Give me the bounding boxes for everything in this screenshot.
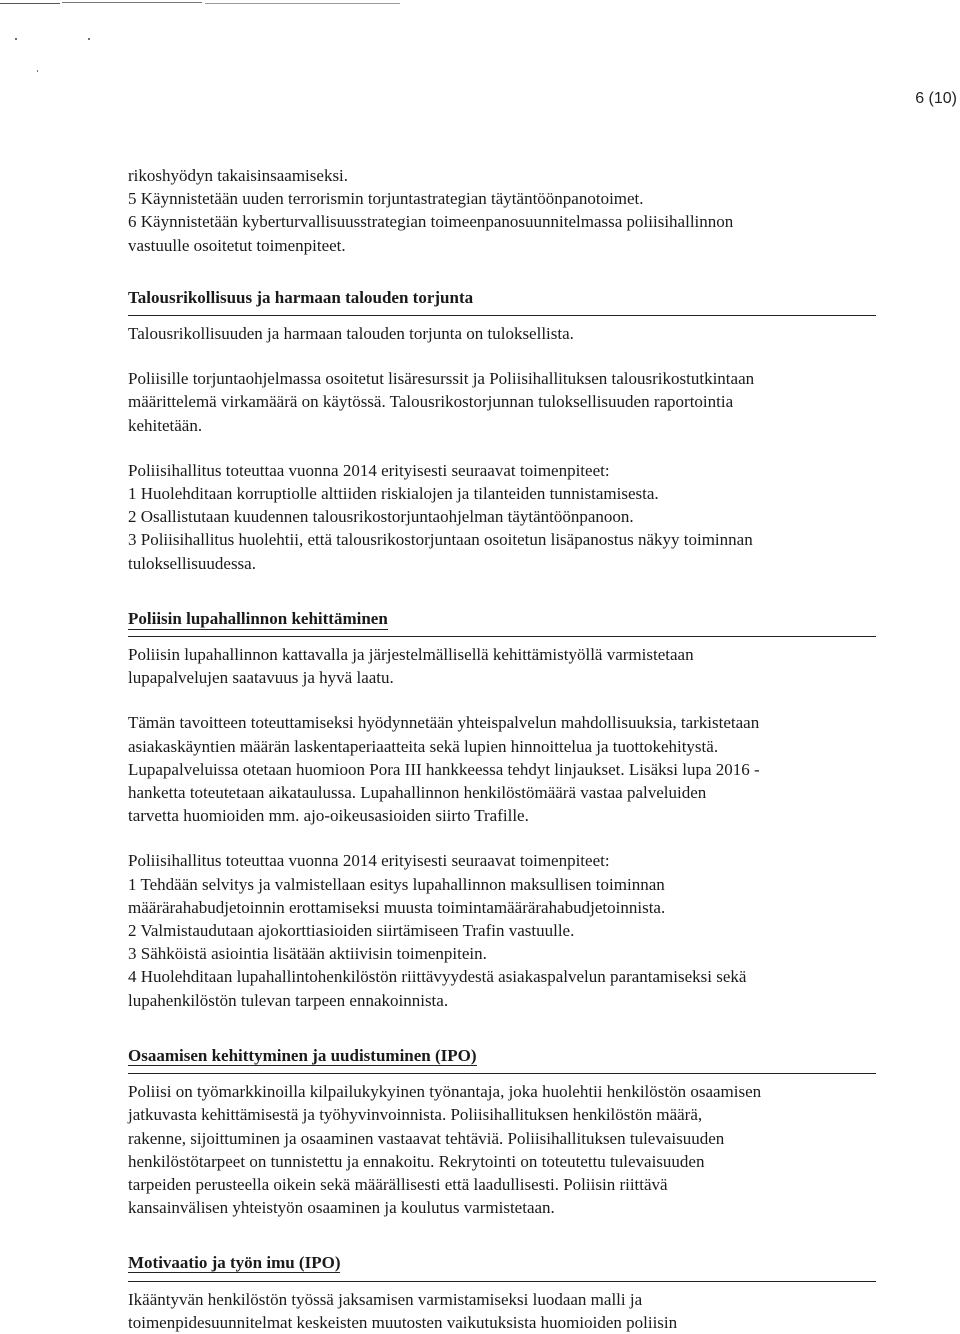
text-line: tarvetta huomioiden mm. ajo-oikeusasioiden siirto Trafille. [128,806,529,826]
text-line: jatkuvasta kehittämisestä ja työhyvinvoinnista. Poliisihallituksen henkilöstön määrä, [128,1105,703,1125]
scan-speck [15,38,17,40]
section-title: Talousrikollisuus ja harmaan talouden torjunta [128,287,474,307]
list-item: 3 Sähköistä asiointia lisätään aktiivisin toimenpitein. [128,944,487,964]
goal-text: Poliisin lupahallinnon kattavalla ja järjestelmällisellä kehittämistyöllä varmistetaan [128,645,694,665]
scan-top-edge [0,0,960,6]
section-osaaminen [128,1044,876,1219]
goal-box [128,636,876,689]
text-line: vastuulle osoitetut toimenpiteet. [128,235,346,255]
text-line: Poliisi on työmarkkinoilla kilpailukykyinen työnantaja, joka huolehtii henkilöstön osaamisen [128,1082,762,1102]
goal-text: lupapalvelujen saatavuus ja hyvä laatu. [128,668,394,688]
text-line: kehitetään. [128,415,203,435]
list-item: 2 Valmistaudutaan ajokorttiasioiden siirtämiseen Trafin vastuulle. [128,921,575,941]
text-line: rikoshyödyn takaisinsaamiseksi. [128,166,349,185]
text-line: kansainvälisen yhteistyön osaaminen ja koulutus varmistetaan. [128,1198,555,1218]
text-line: tuloksellisuudessa. [128,553,256,573]
page-number: 6 (10) [915,90,957,107]
text-line: asiakaskäyntien määrän laskentaperiaatteita sekä lupien hinnoittelua ja tuottokehitystä. [128,736,719,756]
text-line: 6 Käynnistetään kyberturvallisuusstrategian toimeenpanosuunnitelmassa poliisihallinnon [128,212,734,232]
goal-text: Talousrikollisuuden ja harmaan talouden torjunta on tuloksellista. [128,324,574,344]
paragraph [128,367,876,437]
document-body [128,164,876,1334]
action-list [128,459,876,575]
list-item: 2 Osallistutaan kuudennen talousrikostorjuntaohjelman täytäntöönpanoon. [128,507,634,527]
goal-box [128,1073,876,1219]
scan-speck [88,38,90,40]
list-item: 1 Tehdään selvitys ja valmistellaan esitys lupahallinnon maksullisen toiminnan [128,874,665,894]
section-motivaatio [128,1251,876,1334]
list-item: 3 Poliisihallitus huolehtii, että talousrikostorjuntaan osoitetun lisäpanostus näkyy toiminnan [128,530,753,550]
text-line: Poliisihallitus toteuttaa vuonna 2014 erityisesti seuraavat toimenpiteet: [128,851,610,871]
text-line: Tämän tavoitteen toteuttamiseksi hyödynnetään yhteispalvelun mahdollisuuksia, tarkistetaan [128,713,760,733]
intro-block [128,164,876,257]
text-line: Poliisille torjuntaohjelmassa osoitetut lisäresurssit ja Poliisihallituksen talousrikostutkintaan [128,369,755,389]
text-line: toimenpidesuunnitelmat keskeisten muutosten vaikutuksista huomioiden poliisin [128,1312,678,1332]
text-line: tarpeiden perusteella oikein sekä määrällisesti että laadullisesti. Poliisin riittävä [128,1174,668,1194]
paragraph [128,711,876,827]
action-list [128,849,876,1011]
section-title: Poliisin lupahallinnon kehittäminen [128,608,388,628]
text-line: lupahenkilöstön tulevan tarpeen ennakoinnista. [128,990,449,1010]
section-talousrikollisuus [128,286,876,575]
section-title: Motivaatio ja työn imu (IPO) [128,1253,341,1273]
text-line: Poliisihallitus toteuttaa vuonna 2014 erityisesti seuraavat toimenpiteet: [128,460,610,480]
text-line: rakenne, sijoittuminen ja osaaminen vastaavat tehtäviä. Poliisihallituksen tulevaisuuden [128,1128,725,1148]
list-item: 4 Huolehditaan lupahallintohenkilöstön riittävyydestä asiakaspalvelun parantamiseksi sekä [128,967,747,987]
section-title: Osaamisen kehittyminen ja uudistuminen (IPO) [128,1045,477,1065]
text-line: Lupapalveluissa otetaan huomioon Pora III hankkeessa tehdyt linjaukset. Lisäksi lupa 2016 - [128,759,760,779]
text-line: määrittelemä virkamäärä on käytössä. Talousrikostorjunnan tuloksellisuuden raportointia [128,392,734,412]
text-line: hanketta toteutetaan aikataulussa. Lupahallinnon henkilöstömäärä vastaa palveluiden [128,783,707,803]
section-lupahallinto [128,607,876,1012]
scan-speck [37,70,38,72]
goal-box [128,1281,876,1334]
text-line: määrärahabudjetoinnin erottamiseksi muusta toimintamäärärahabudjetoinnista. [128,897,666,917]
text-line: 5 Käynnistetään uuden terrorismin torjuntastrategian täytäntöönpanotoimet. [128,189,644,209]
list-item: 1 Huolehditaan korruptiolle alttiiden riskialojen ja tilanteiden tunnistamisesta. [128,484,659,504]
goal-box [128,315,876,345]
text-line: Ikääntyvän henkilöstön työssä jaksamisen varmistamiseksi luodaan malli ja [128,1289,643,1309]
text-line: henkilöstötarpeet on tunnistettu ja ennakoitu. Rekrytointi on toteutettu tulevaisuuden [128,1151,705,1171]
